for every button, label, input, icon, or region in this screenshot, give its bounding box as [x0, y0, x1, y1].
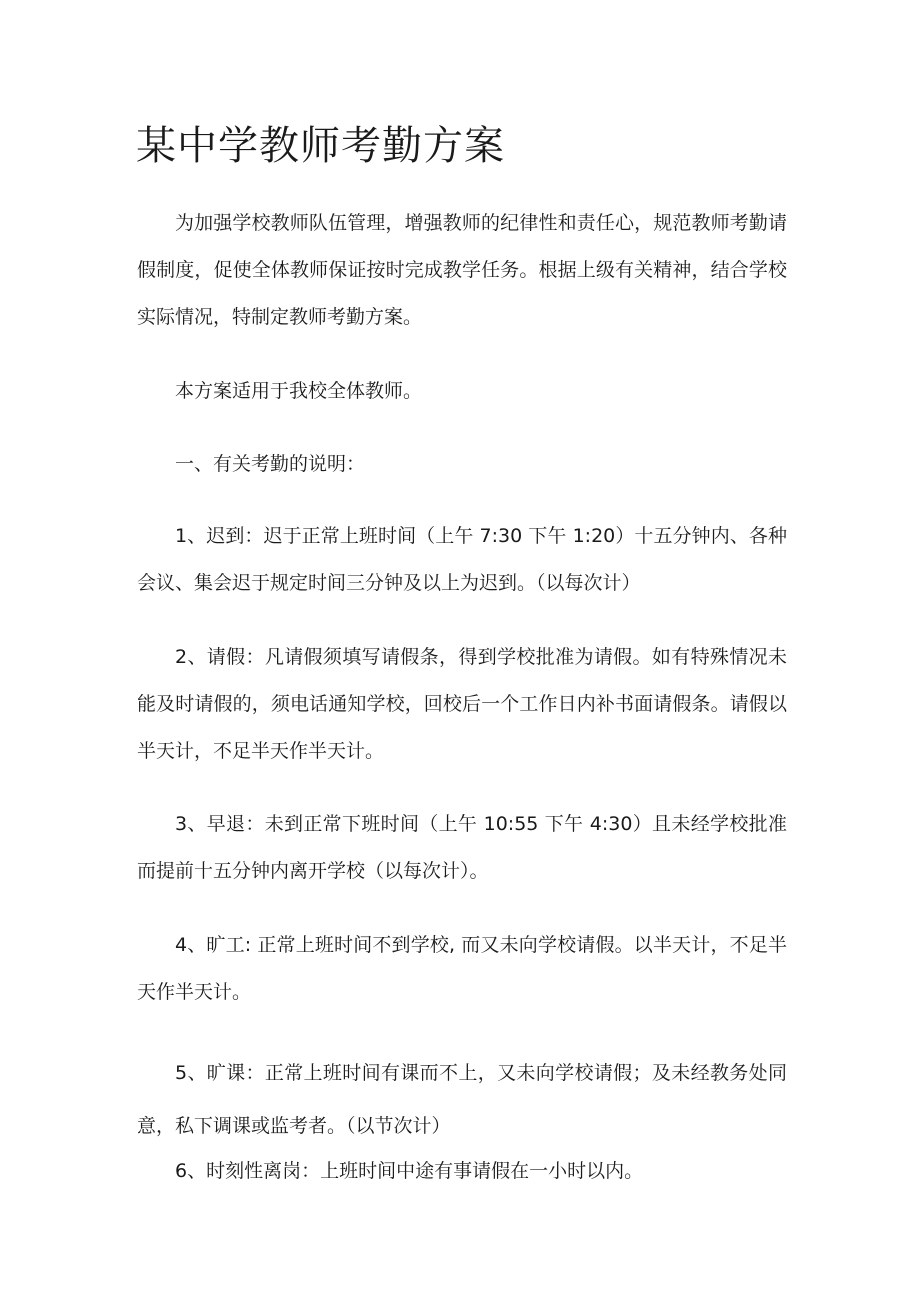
- rule-item-leave: 2、请假：凡请假须填写请假条，得到学校批准为请假。如有特殊情况未能及时请假的，须电话通知学校，回校后一个工作日内补书面请假条。请假以半天计，不足半天作半天计。: [137, 646, 787, 762]
- scope-paragraph: 本方案适用于我校全体教师。: [175, 380, 423, 402]
- rule-item-late: 1、迟到：迟于正常上班时间（上午 7:30 下午 1:20）十五分钟内、各种会议、集会迟于规定时间三分钟及以上为迟到。（以每次计）: [137, 525, 787, 594]
- rule-item-temporary-leave: 6、时刻性离岗：上班时间中途有事请假在一小时以内。: [175, 1160, 644, 1182]
- intro-paragraph: 为加强学校教师队伍管理，增强教师的纪律性和责任心，规范教师考勤请假制度，促使全体教师保证按时完成教学任务。根据上级有关精神，结合学校实际情况，特制定教师考勤方案。: [137, 212, 787, 328]
- document-title: 某中学教师考勤方案: [136, 123, 505, 169]
- rule-item-absence: 4、旷工: 正常上班时间不到学校, 而又未向学校请假。以半天计，不足半天作半天计。: [137, 934, 787, 1003]
- rule-item-class-absence: 5、旷课：正常上班时间有课而不上，又未向学校请假；及未经教务处同意，私下调课或监考者。（以节次计）: [137, 1062, 787, 1137]
- rule-item-early-leave: 3、早退：未到正常下班时间（上午 10:55 下午 4:30）且未经学校批准而提前十五分钟内离开学校（以每次计）。: [137, 813, 787, 882]
- section-heading-attendance: 一、有关考勤的说明：: [175, 453, 366, 475]
